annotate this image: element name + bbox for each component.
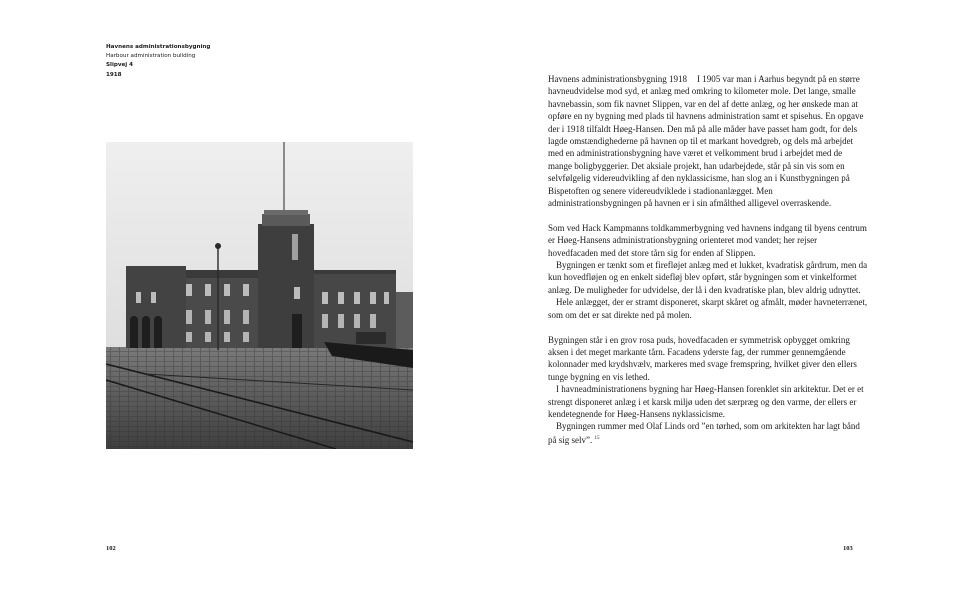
paragraph-1-text: I 1905 var man i Aarhus begyndt på en større havneudvidelse mod syd, et anlæg med omkring to kilometer mole. Det lange, smalle havnebassin, som fik navnet Slippen, var en del af dette anlæg, og her ønskede man at opføre en ny bygning med plads til havnens administration samt et spisehus. En opgave der i 1918 tilfaldt Høeg-Hansen. Den må på alle måder have passet ham godt, for dels lagde omstændighederne på havnen op til et markant hovedgreb, og dels må arbejdet med en administrationsbygning have været et velkomment brud i arbejdet med de mange boligbyggerier. Det aksiale projekt, han udarbejdede, står på sin vis som en selvfølgelig videreudvikling af den nyklassicisme, han slog an i Kunstbygningen på Bispetoften og senere videreudviklede i stadionanlægget. Men administrationsbygningen på havnen er i sin afmålthed alligevel overraskende. <box>548 74 864 209</box>
page-number-left: 102 <box>106 545 116 552</box>
body-text <box>548 73 868 446</box>
page-number-right: 103 <box>843 545 853 552</box>
paragraph-1 <box>548 73 868 209</box>
footnote-ref: 15 <box>594 435 600 441</box>
paragraph-4: Hele anlægget, der er stramt disponeret, skarpt skåret og afmålt, møder havneterrænet, som om det er sat direkte ned på molen. <box>548 297 868 320</box>
paragraph-7-text: Bygningen rummer med Olaf Linds ord ”en tørhed, som om arkitekten har lagt bånd på sig selv”. <box>548 421 860 445</box>
caption-title: Havnens administrationsbygning <box>106 44 211 50</box>
photo-caption <box>106 43 210 80</box>
paragraph-6: I havneadministrationens bygning har Høeg-Hansen forenklet sin arkitektur. Det er et strengt disponeret anlæg i et karsk miljø uden det særpræg og den varme, der ellers er kendetegnende for Høeg-Hansens nyklassicisme. <box>548 384 864 419</box>
caption-year: 1918 <box>106 71 122 78</box>
paragraph-3: Bygningen er tænkt som et firefløjet anlæg med et lukket, kvadratisk gårdrum, men da kun hovedfløjen og en enkelt sidefløj blev opført, står bygningen som et vinkelformet anlæg. De muligheder for udvidelse, der lå i den kvadratiske plan, blev aldrig udnyttet. <box>548 260 868 295</box>
paragraph-5: Bygningen står i en grov rosa puds, hovedfacaden er symmetrisk opbygget omkring aksen i det meget markante tårn. Facadens yderste fag, der rummer gennemgående kolonnader med krydshvælv, markeres med svage fremspring, hvilket giver den ellers tunge bygning en vis lethed. <box>548 334 857 382</box>
caption-subtitle: Harbour administration building <box>106 53 196 60</box>
caption-address: Slipvej 4 <box>106 62 134 69</box>
harbour-building-photo <box>106 142 413 449</box>
paragraph-7 <box>548 420 868 446</box>
article-title: Havnens administrationsbygning 1918 <box>548 74 687 84</box>
paragraph-2: Som ved Hack Kampmanns toldkammerbygning ved havnens indgang til byens centrum er Høeg-Hansens administrationsbygning orienteret mod vandet; her rejser hovedfacaden med det store tårn sig for enden af Slippen. <box>548 222 867 258</box>
